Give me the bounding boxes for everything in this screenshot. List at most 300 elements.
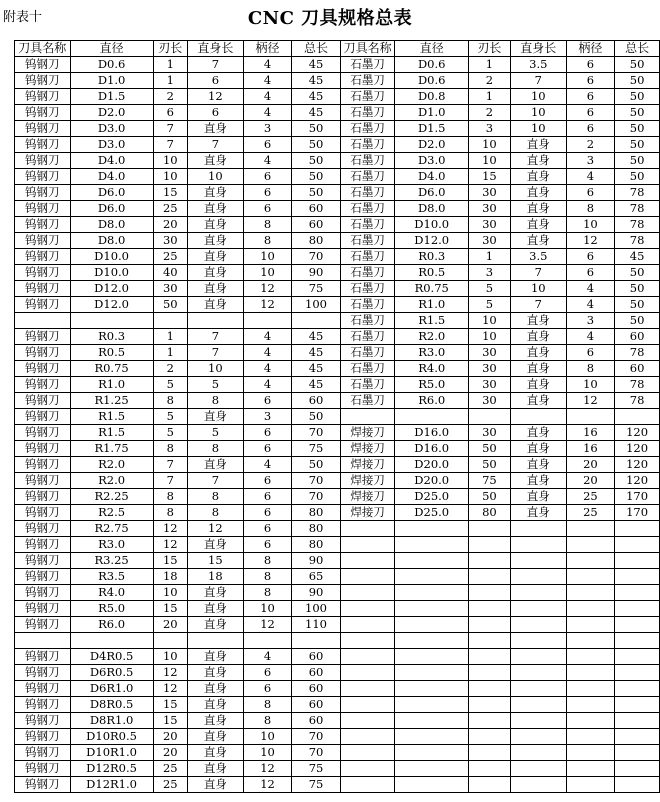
spec-cell: 8 bbox=[566, 201, 615, 217]
spec-cell: 6 bbox=[566, 73, 615, 89]
tool-name-cell bbox=[340, 537, 395, 553]
spec-cell: D12.0 bbox=[395, 233, 469, 249]
spec-cell: 50 bbox=[292, 169, 341, 185]
spec-cell bbox=[510, 681, 566, 697]
spec-cell bbox=[566, 665, 615, 681]
spec-cell: D6.0 bbox=[70, 185, 153, 201]
spec-cell: 10 bbox=[510, 89, 566, 105]
spec-cell: 45 bbox=[615, 249, 660, 265]
spec-cell bbox=[510, 777, 566, 793]
table-row bbox=[15, 185, 660, 201]
spec-cell bbox=[615, 713, 660, 729]
spec-cell: 4 bbox=[243, 649, 292, 665]
spec-cell bbox=[615, 601, 660, 617]
col-header: 总长 bbox=[615, 41, 660, 57]
spec-cell: 6 bbox=[566, 345, 615, 361]
spec-cell: D20.0 bbox=[395, 473, 469, 489]
spec-cell: 8 bbox=[187, 505, 243, 521]
spec-cell: 15 bbox=[153, 697, 187, 713]
spec-cell: 78 bbox=[615, 217, 660, 233]
tool-name-cell: 焊接刀 bbox=[340, 505, 395, 521]
tool-name-cell: 焊接刀 bbox=[340, 441, 395, 457]
spec-cell: R6.0 bbox=[70, 617, 153, 633]
table-row bbox=[15, 361, 660, 377]
spec-cell: 直身 bbox=[510, 361, 566, 377]
table-row bbox=[15, 409, 660, 425]
tool-name-cell: 石墨刀 bbox=[340, 105, 395, 121]
spec-cell bbox=[510, 585, 566, 601]
spec-cell: 70 bbox=[292, 489, 341, 505]
tool-name-cell: 钨钢刀 bbox=[15, 121, 71, 137]
spec-cell: D12.0 bbox=[70, 297, 153, 313]
spec-cell: 70 bbox=[292, 729, 341, 745]
spec-cell bbox=[615, 745, 660, 761]
spec-cell: 30 bbox=[153, 281, 187, 297]
table-row bbox=[15, 425, 660, 441]
table-row bbox=[15, 521, 660, 537]
spec-cell: 60 bbox=[615, 329, 660, 345]
spec-cell: 75 bbox=[468, 473, 510, 489]
tool-name-cell: 钨钢刀 bbox=[15, 569, 71, 585]
spec-cell: 18 bbox=[187, 569, 243, 585]
spec-cell bbox=[395, 537, 469, 553]
spec-cell: D1.0 bbox=[70, 73, 153, 89]
spec-cell: 直身 bbox=[510, 393, 566, 409]
spec-cell: R2.75 bbox=[70, 521, 153, 537]
spec-cell: 7 bbox=[510, 73, 566, 89]
spec-cell: 70 bbox=[292, 745, 341, 761]
spec-cell: 直身 bbox=[187, 281, 243, 297]
table-row bbox=[15, 297, 660, 313]
spec-cell: 30 bbox=[153, 233, 187, 249]
spec-cell: R0.5 bbox=[70, 345, 153, 361]
col-header: 直身长 bbox=[510, 41, 566, 57]
tool-name-cell: 钨钢刀 bbox=[15, 505, 71, 521]
spec-cell: 18 bbox=[153, 569, 187, 585]
spec-cell: 4 bbox=[243, 105, 292, 121]
spec-cell bbox=[395, 681, 469, 697]
spec-cell: D8.0 bbox=[70, 233, 153, 249]
tool-name-cell: 钨钢刀 bbox=[15, 361, 71, 377]
spec-cell: 80 bbox=[292, 537, 341, 553]
tool-name-cell: 钨钢刀 bbox=[15, 297, 71, 313]
spec-cell: 6 bbox=[566, 249, 615, 265]
spec-cell: D0.8 bbox=[395, 89, 469, 105]
tool-name-cell: 石墨刀 bbox=[340, 121, 395, 137]
table-row bbox=[15, 105, 660, 121]
col-header: 总长 bbox=[292, 41, 341, 57]
spec-cell: 45 bbox=[292, 89, 341, 105]
spec-cell: 10 bbox=[153, 585, 187, 601]
spec-cell: R5.0 bbox=[395, 377, 469, 393]
tool-name-cell bbox=[340, 665, 395, 681]
spec-cell bbox=[510, 601, 566, 617]
spec-cell bbox=[153, 313, 187, 329]
spec-cell: D4.0 bbox=[70, 169, 153, 185]
spec-cell bbox=[615, 761, 660, 777]
spec-cell: 12 bbox=[187, 521, 243, 537]
spec-cell: 90 bbox=[292, 265, 341, 281]
spec-cell: 10 bbox=[510, 281, 566, 297]
spec-cell bbox=[615, 521, 660, 537]
spec-cell bbox=[468, 585, 510, 601]
spec-cell: 15 bbox=[153, 553, 187, 569]
spec-cell: 4 bbox=[566, 329, 615, 345]
spec-cell: 直身 bbox=[187, 681, 243, 697]
spec-cell: 8 bbox=[153, 441, 187, 457]
table-row bbox=[15, 585, 660, 601]
spec-cell: 3 bbox=[468, 121, 510, 137]
spec-cell: D1.0 bbox=[395, 105, 469, 121]
tool-name-cell bbox=[340, 601, 395, 617]
spec-cell bbox=[510, 697, 566, 713]
spec-cell: R4.0 bbox=[395, 361, 469, 377]
tool-name-cell: 钨钢刀 bbox=[15, 425, 71, 441]
tool-name-cell: 钨钢刀 bbox=[15, 137, 71, 153]
spec-cell: 5 bbox=[153, 409, 187, 425]
spec-cell: 20 bbox=[566, 457, 615, 473]
spec-cell: 15 bbox=[153, 185, 187, 201]
tool-name-cell: 焊接刀 bbox=[340, 489, 395, 505]
spec-cell: 3.5 bbox=[510, 249, 566, 265]
table-row bbox=[15, 233, 660, 249]
spec-cell: D6.0 bbox=[70, 201, 153, 217]
table-row bbox=[15, 505, 660, 521]
table-row bbox=[15, 329, 660, 345]
spec-cell: D3.0 bbox=[70, 121, 153, 137]
tool-name-cell bbox=[340, 729, 395, 745]
spec-cell: 6 bbox=[243, 137, 292, 153]
spec-cell: R2.25 bbox=[70, 489, 153, 505]
spec-cell: D10R0.5 bbox=[70, 729, 153, 745]
spec-cell: 2 bbox=[566, 137, 615, 153]
spec-cell bbox=[468, 713, 510, 729]
spec-cell bbox=[468, 777, 510, 793]
table-row bbox=[15, 73, 660, 89]
spec-cell: 直身 bbox=[187, 217, 243, 233]
spec-cell bbox=[468, 617, 510, 633]
tool-name-cell: 钨钢刀 bbox=[15, 777, 71, 793]
spec-cell: 12 bbox=[153, 665, 187, 681]
tool-name-cell: 钨钢刀 bbox=[15, 729, 71, 745]
spec-cell: 直身 bbox=[510, 137, 566, 153]
spec-cell: R2.0 bbox=[70, 473, 153, 489]
spec-cell: 50 bbox=[468, 441, 510, 457]
table-row bbox=[15, 745, 660, 761]
spec-cell: 10 bbox=[468, 153, 510, 169]
spec-cell: 7 bbox=[153, 121, 187, 137]
spec-cell: D4.0 bbox=[395, 169, 469, 185]
spec-cell: R3.0 bbox=[395, 345, 469, 361]
col-header: 直身长 bbox=[187, 41, 243, 57]
spec-cell bbox=[187, 313, 243, 329]
spec-cell: 直身 bbox=[510, 217, 566, 233]
spec-cell: 1 bbox=[153, 73, 187, 89]
spec-cell bbox=[566, 697, 615, 713]
spec-cell: 10 bbox=[243, 265, 292, 281]
spec-cell: 直身 bbox=[187, 777, 243, 793]
spec-cell: 10 bbox=[243, 249, 292, 265]
spec-cell: R2.5 bbox=[70, 505, 153, 521]
spec-cell bbox=[395, 521, 469, 537]
tool-name-cell: 钨钢刀 bbox=[15, 201, 71, 217]
spec-cell: 7 bbox=[153, 473, 187, 489]
spec-cell: 50 bbox=[615, 169, 660, 185]
spec-cell: 直身 bbox=[510, 201, 566, 217]
spec-cell bbox=[566, 713, 615, 729]
spec-cell: 直身 bbox=[187, 233, 243, 249]
spec-cell: 20 bbox=[153, 745, 187, 761]
spec-cell: 直身 bbox=[187, 601, 243, 617]
tool-name-cell: 钨钢刀 bbox=[15, 377, 71, 393]
spec-cell: D0.6 bbox=[70, 57, 153, 73]
table-row bbox=[15, 601, 660, 617]
spec-cell: 6 bbox=[566, 105, 615, 121]
table-row bbox=[15, 665, 660, 681]
tool-name-cell: 焊接刀 bbox=[340, 473, 395, 489]
spec-cell: 直身 bbox=[510, 169, 566, 185]
spec-cell: 5 bbox=[468, 281, 510, 297]
spec-cell: 8 bbox=[243, 713, 292, 729]
tool-name-cell bbox=[340, 585, 395, 601]
tool-name-cell: 石墨刀 bbox=[340, 153, 395, 169]
spec-cell bbox=[566, 745, 615, 761]
spec-cell: 2 bbox=[153, 361, 187, 377]
spec-cell: 20 bbox=[153, 617, 187, 633]
spec-cell: 直身 bbox=[187, 697, 243, 713]
spec-cell: 12 bbox=[243, 777, 292, 793]
tool-name-cell bbox=[340, 617, 395, 633]
spec-cell: D12R0.5 bbox=[70, 761, 153, 777]
spec-cell: 6 bbox=[566, 265, 615, 281]
tool-name-cell: 石墨刀 bbox=[340, 57, 395, 73]
table-row bbox=[15, 377, 660, 393]
spec-cell: 15 bbox=[153, 713, 187, 729]
spec-cell: R1.25 bbox=[70, 393, 153, 409]
tool-name-cell: 钨钢刀 bbox=[15, 553, 71, 569]
spec-cell: D12.0 bbox=[70, 281, 153, 297]
spec-cell: 6 bbox=[243, 473, 292, 489]
spec-cell: 16 bbox=[566, 425, 615, 441]
spec-cell: 78 bbox=[615, 393, 660, 409]
spec-cell: 6 bbox=[566, 57, 615, 73]
spec-cell: 50 bbox=[615, 265, 660, 281]
tool-name-cell: 石墨刀 bbox=[340, 297, 395, 313]
tool-name-cell: 焊接刀 bbox=[340, 457, 395, 473]
spec-cell bbox=[510, 649, 566, 665]
spec-cell bbox=[468, 697, 510, 713]
spec-cell: 7 bbox=[187, 137, 243, 153]
spec-cell bbox=[615, 537, 660, 553]
spec-cell bbox=[510, 537, 566, 553]
spec-cell: R2.0 bbox=[70, 457, 153, 473]
col-header: 柄径 bbox=[243, 41, 292, 57]
spec-cell: 3 bbox=[566, 313, 615, 329]
spec-cell: 直身 bbox=[187, 457, 243, 473]
spec-cell: R3.0 bbox=[70, 537, 153, 553]
spec-cell bbox=[468, 649, 510, 665]
spec-cell: D2.0 bbox=[395, 137, 469, 153]
spec-cell bbox=[395, 409, 469, 425]
spec-cell bbox=[510, 745, 566, 761]
spec-cell: 80 bbox=[292, 233, 341, 249]
spec-cell: 6 bbox=[243, 169, 292, 185]
spec-cell: 78 bbox=[615, 201, 660, 217]
spec-cell: 直身 bbox=[187, 665, 243, 681]
spec-cell: D2.0 bbox=[70, 105, 153, 121]
spec-cell: 12 bbox=[153, 537, 187, 553]
spec-cell: D12R1.0 bbox=[70, 777, 153, 793]
spec-cell: 20 bbox=[566, 473, 615, 489]
tool-name-cell bbox=[340, 633, 395, 649]
spec-cell: 50 bbox=[468, 489, 510, 505]
spec-cell: 120 bbox=[615, 425, 660, 441]
spec-cell bbox=[510, 569, 566, 585]
spec-cell: 直身 bbox=[510, 153, 566, 169]
spec-cell: 6 bbox=[243, 393, 292, 409]
spec-cell: 45 bbox=[292, 345, 341, 361]
tool-name-cell: 钨钢刀 bbox=[15, 761, 71, 777]
spec-cell: 60 bbox=[615, 361, 660, 377]
spec-cell: 7 bbox=[187, 57, 243, 73]
spec-cell bbox=[510, 761, 566, 777]
spec-cell: 2 bbox=[468, 73, 510, 89]
tool-name-cell: 钨钢刀 bbox=[15, 489, 71, 505]
spec-cell: 7 bbox=[153, 457, 187, 473]
spec-cell: D10R1.0 bbox=[70, 745, 153, 761]
tool-name-cell bbox=[15, 313, 71, 329]
spec-cell bbox=[615, 729, 660, 745]
spec-cell bbox=[468, 729, 510, 745]
spec-cell: D10.0 bbox=[70, 265, 153, 281]
spec-cell: 78 bbox=[615, 345, 660, 361]
spec-cell: 60 bbox=[292, 201, 341, 217]
spec-cell: D8R1.0 bbox=[70, 713, 153, 729]
spec-cell: 直身 bbox=[187, 249, 243, 265]
spec-cell: 10 bbox=[243, 745, 292, 761]
spec-cell: 4 bbox=[243, 361, 292, 377]
spec-cell bbox=[468, 553, 510, 569]
spec-cell: 直身 bbox=[510, 505, 566, 521]
spec-cell: 45 bbox=[292, 361, 341, 377]
spec-cell: 30 bbox=[468, 217, 510, 233]
tool-name-cell: 石墨刀 bbox=[340, 169, 395, 185]
spec-cell: 60 bbox=[292, 649, 341, 665]
col-header: 柄径 bbox=[566, 41, 615, 57]
spec-cell: 8 bbox=[243, 697, 292, 713]
spec-cell bbox=[566, 617, 615, 633]
spec-cell: 1 bbox=[153, 345, 187, 361]
tool-name-cell bbox=[15, 633, 71, 649]
spec-cell: 3 bbox=[243, 121, 292, 137]
spec-cell: D1.5 bbox=[70, 89, 153, 105]
spec-cell: 直身 bbox=[510, 329, 566, 345]
spec-cell: 50 bbox=[615, 57, 660, 73]
spec-cell: 30 bbox=[468, 377, 510, 393]
tool-name-cell: 钨钢刀 bbox=[15, 521, 71, 537]
spec-cell: 12 bbox=[187, 89, 243, 105]
spec-cell: 50 bbox=[615, 153, 660, 169]
tool-name-cell: 石墨刀 bbox=[340, 393, 395, 409]
spec-cell bbox=[468, 633, 510, 649]
tool-name-cell: 钨钢刀 bbox=[15, 649, 71, 665]
spec-cell: 8 bbox=[243, 569, 292, 585]
spec-cell bbox=[615, 665, 660, 681]
spec-cell bbox=[153, 633, 187, 649]
spec-cell bbox=[468, 569, 510, 585]
table-row bbox=[15, 729, 660, 745]
spec-cell bbox=[566, 777, 615, 793]
spec-cell: D3.0 bbox=[70, 137, 153, 153]
spec-cell: R1.5 bbox=[70, 409, 153, 425]
spec-cell: 30 bbox=[468, 361, 510, 377]
spec-cell: 45 bbox=[292, 73, 341, 89]
spec-cell: 直身 bbox=[510, 425, 566, 441]
spec-cell bbox=[395, 713, 469, 729]
spec-cell: 直身 bbox=[510, 345, 566, 361]
spec-cell: 直身 bbox=[187, 649, 243, 665]
table-row bbox=[15, 457, 660, 473]
spec-cell bbox=[395, 729, 469, 745]
tool-name-cell: 石墨刀 bbox=[340, 73, 395, 89]
spec-cell: 50 bbox=[615, 137, 660, 153]
spec-cell: 8 bbox=[153, 489, 187, 505]
spec-cell: 直身 bbox=[187, 729, 243, 745]
spec-cell bbox=[70, 633, 153, 649]
spec-cell: 90 bbox=[292, 553, 341, 569]
spec-cell: 4 bbox=[243, 345, 292, 361]
table-row bbox=[15, 489, 660, 505]
spec-cell: D16.0 bbox=[395, 441, 469, 457]
spec-cell: D0.6 bbox=[395, 73, 469, 89]
spec-cell: 40 bbox=[153, 265, 187, 281]
spec-cell: 100 bbox=[292, 601, 341, 617]
table-row bbox=[15, 393, 660, 409]
tool-name-cell: 钨钢刀 bbox=[15, 617, 71, 633]
spec-cell bbox=[395, 585, 469, 601]
tool-name-cell: 钨钢刀 bbox=[15, 57, 71, 73]
spec-cell: 5 bbox=[153, 425, 187, 441]
spec-cell bbox=[468, 665, 510, 681]
tool-name-cell bbox=[340, 553, 395, 569]
spec-cell: 1 bbox=[468, 57, 510, 73]
spec-cell: 6 bbox=[243, 201, 292, 217]
spec-cell bbox=[615, 585, 660, 601]
spec-cell: D6.0 bbox=[395, 185, 469, 201]
spec-cell bbox=[510, 729, 566, 745]
spec-cell bbox=[566, 521, 615, 537]
spec-cell: 25 bbox=[153, 201, 187, 217]
tool-name-cell: 钨钢刀 bbox=[15, 409, 71, 425]
spec-cell bbox=[468, 409, 510, 425]
spec-cell bbox=[70, 313, 153, 329]
tool-name-cell: 钨钢刀 bbox=[15, 745, 71, 761]
spec-cell: 8 bbox=[153, 505, 187, 521]
spec-cell: 直身 bbox=[187, 185, 243, 201]
spec-cell: 30 bbox=[468, 185, 510, 201]
spec-cell: 直身 bbox=[187, 201, 243, 217]
spec-cell: 8 bbox=[243, 585, 292, 601]
spec-cell: 60 bbox=[292, 713, 341, 729]
spec-cell: 7 bbox=[187, 345, 243, 361]
tool-name-cell: 钨钢刀 bbox=[15, 89, 71, 105]
spec-cell: R3.25 bbox=[70, 553, 153, 569]
table-row bbox=[15, 761, 660, 777]
tool-name-cell: 钨钢刀 bbox=[15, 713, 71, 729]
table-row bbox=[15, 57, 660, 73]
table-row bbox=[15, 441, 660, 457]
spec-cell: 5 bbox=[468, 297, 510, 313]
